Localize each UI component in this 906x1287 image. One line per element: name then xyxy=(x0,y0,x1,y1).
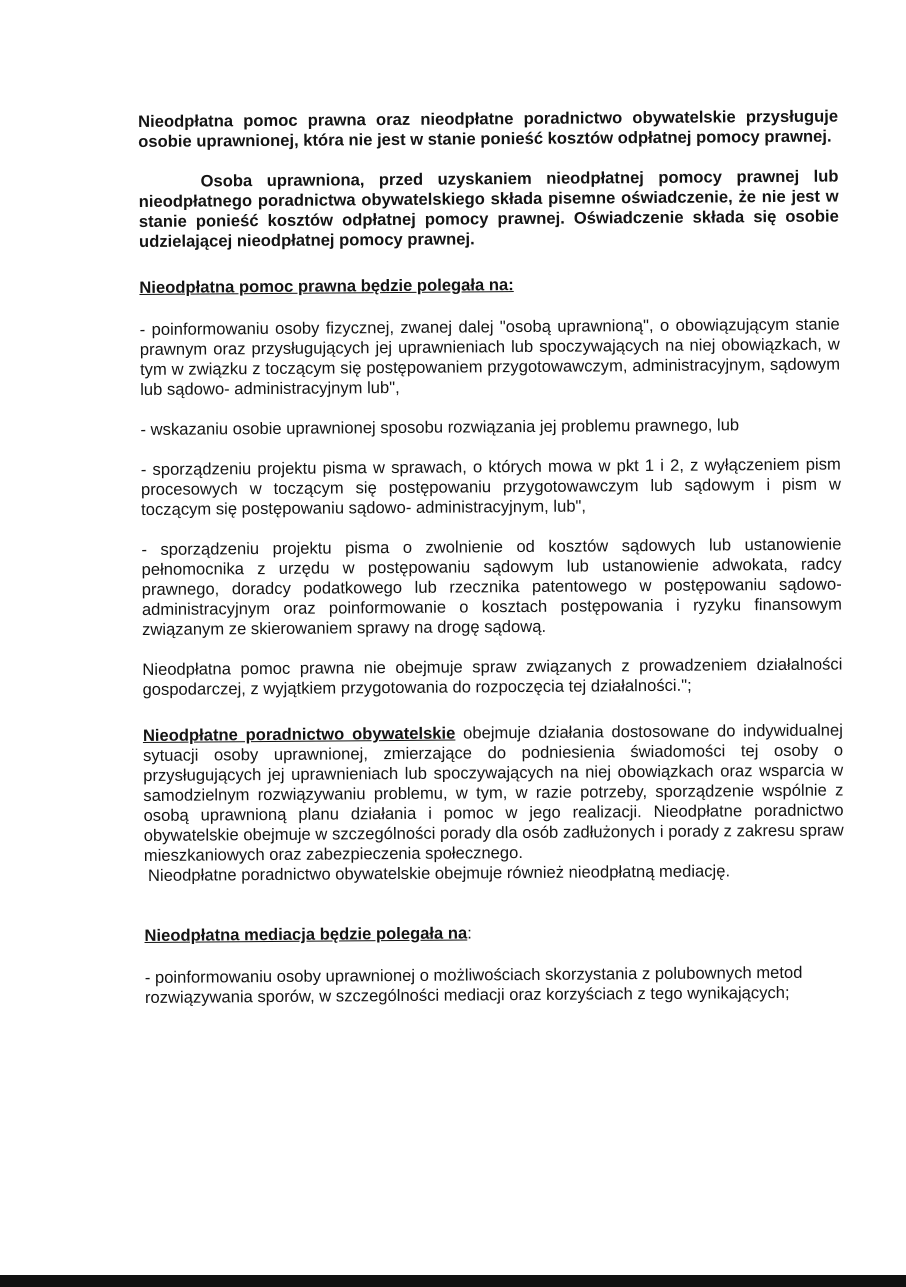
mediation-heading-line xyxy=(144,923,467,946)
legal-aid-item: - sporządzeniu projektu pisma o zwolnienie od kosztów sądowych lub ustanowienie pełnomocnika z urzędu w postępowaniu sądowym lub ustanowienie adwokata, radcy prawnego, doradcy podatkowego lub rzecznika patentowego w postępowaniu sądowo- administracyjnym oraz poinformowanie o kosztach postępowania i ryzyku finansowym związanym ze skierowaniem sprawy na drogę sądową. xyxy=(141,534,842,639)
civic-counseling-mediation-note: Nieodpłatne poradnictwo obywatelskie obejmuje również nieodpłatną mediację. xyxy=(147,861,731,885)
intro-paragraph: Nieodpłatna pomoc prawna oraz nieodpłatne poradnictwo obywatelskie przysługuje osobie uprawnionej, która nie jest w stanie ponieść kosztów odpłatnej pomocy prawnej. xyxy=(138,106,839,151)
mediation-item: - poinformowaniu osoby uprawnionej o możliwościach skorzystania z polubownych metod rozwiązywania sporów, w szczególności mediacji oraz korzyściach z tego wynikających; xyxy=(144,962,803,1007)
legal-aid-heading: Nieodpłatna pomoc prawna będzie polegała na: xyxy=(139,275,514,297)
scan-bottom-edge xyxy=(0,1275,906,1287)
legal-aid-item: - poinformowaniu osoby fizycznej, zwanej dalej "osobą uprawnioną", o obowiązującym stanie prawnym oraz przysługujących jej uprawnieniach lub spoczywających na niej obowiązkach, w tym w związku z toczącym się postępowaniem przygotowawczym, administracyjnym, sądowym lub sądowo- administracyjnym lub", xyxy=(139,314,841,399)
legal-aid-item: - wskazaniu osobie uprawnionej sposobu rozwiązania jej problemu prawnego, lub xyxy=(140,415,740,439)
declaration-paragraph: Osoba uprawniona, przed uzyskaniem nieodpłatnej pomocy prawnej lub nieodpłatnego poradnictwa obywatelskiego składa pisemne oświadczenie, że nie jest w stanie ponieść kosztów odpłatnej pomocy prawnej. Oświadczenie składa się osobie udzielającej nieodpłatnej pomocy prawnej. xyxy=(138,166,839,251)
document-body xyxy=(138,107,845,1008)
legal-aid-item: - sporządzeniu projektu pisma w sprawach, o których mowa w pkt 1 i 2, z wyłączeniem pism procesowych w toczącym się postępowaniu przygotowawczym lub sądowym i pism w toczącym się postępowaniu sądowo- administracyjnym, lub", xyxy=(140,454,842,519)
civic-counseling-term: Nieodpłatne poradnictwo obywatelskie xyxy=(142,723,456,745)
mediation-heading-colon: : xyxy=(467,923,472,943)
civic-counseling-description: obejmuje działania dostosowane do indywidualnej sytuacji osoby uprawnionej, zmierzające do podniesienia świadomości tej osoby o przysługujących jej uprawnieniach lub spoczywających na niej obowiązkach oraz wsparcia w samodzielnym rozwiązywaniu problemu, w tym, w razie potrzeby, sporządzenie wspólnie z osobą uprawnioną planu działania i pomoc w jego realizacji. Nieodpłatne poradnictwo obywatelskie obejmuje w szczególności porady dla osób zadłużonych i porady z zakresu spraw mieszkaniowych oraz zabezpieczenia społecznego. xyxy=(142,720,844,865)
civic-counseling-paragraph xyxy=(143,720,844,865)
legal-aid-exclusion-paragraph: Nieodpłatna pomoc prawna nie obejmuje spraw związanych z prowadzeniem działalności gospodarczej, z wyjątkiem przygotowania do rozpoczęcia tej działalności."; xyxy=(142,654,843,699)
mediation-heading: Nieodpłatna mediacja będzie polegała na xyxy=(144,923,468,945)
